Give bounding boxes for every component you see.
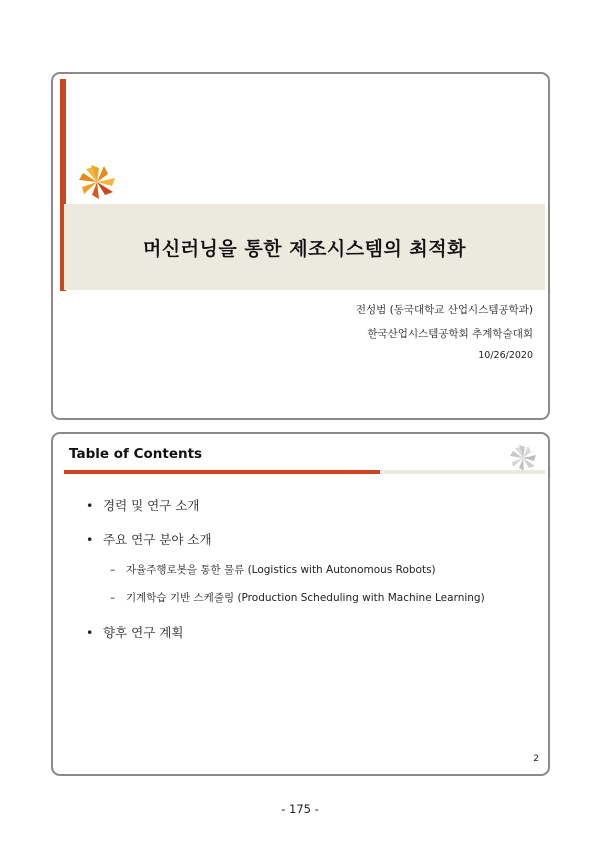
dash-mark: –	[110, 592, 116, 604]
toc-subitem	[110, 590, 485, 605]
date-line: 10/26/2020	[478, 350, 533, 361]
event-line: 한국산업시스템공학회 추계학술대회	[367, 328, 533, 340]
toc-subitem	[110, 562, 436, 577]
dash-mark: –	[110, 564, 116, 576]
pinwheel-logo-icon	[75, 160, 121, 200]
page-number: - 175 -	[281, 802, 319, 816]
slide-number: 2	[533, 754, 539, 764]
toc-subitem-label: 기계학습 기반 스케줄링 (Production Scheduling with Machine Learning)	[126, 592, 485, 604]
title-band	[64, 204, 545, 290]
bullet-mark: •	[86, 498, 94, 513]
heading-rule-accent	[64, 470, 380, 474]
presentation-title: 머신러닝을 통한 제조시스템의 최적화	[142, 237, 466, 260]
toc-item-label: 경력 및 연구 소개	[103, 498, 200, 513]
toc-item	[86, 530, 212, 548]
toc-item-label: 주요 연구 분야 소개	[103, 532, 212, 547]
toc-item	[86, 623, 183, 641]
heading-rule-band	[380, 470, 545, 474]
bullet-mark: •	[86, 532, 94, 547]
toc-slide	[51, 432, 550, 776]
toc-item	[86, 496, 199, 514]
toc-heading: Table of Contents	[69, 446, 203, 462]
bullet-mark: •	[86, 625, 94, 640]
toc-item-label: 향후 연구 계획	[103, 625, 184, 640]
toc-subitem-label: 자율주행로봇을 통한 물류 (Logistics with Autonomous Robots)	[126, 564, 436, 576]
pinwheel-logo-gray-icon	[507, 442, 541, 472]
title-slide	[51, 72, 550, 420]
author-line: 전성범 (동국대학교 산업시스템공학과)	[355, 304, 533, 316]
